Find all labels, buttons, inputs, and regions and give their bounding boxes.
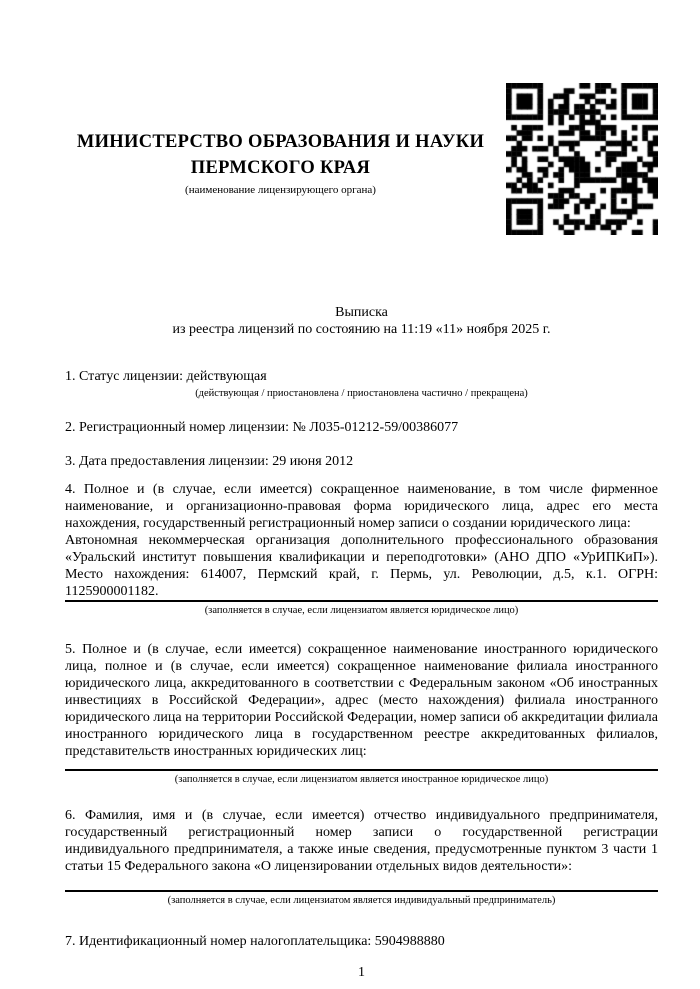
license-status-options-caption: (действующая / приостановлена / приостановлена частично / прекращена) [195, 388, 528, 399]
document-header [65, 0, 658, 235]
foreign-entity-fill-caption: (заполняется в случае, если лицензиатом является иностранное юридическое лицо) [174, 774, 549, 785]
legal-entity-value: Автономная некоммерческая организация дополнительного профессионального образования «Уральский институт повышения квалификации и переподготовки» (АНО ДПО «УрИПКиП»). Место нахождения: 614007, Пермский край, г. Пермь, ул. Революции, д.5, к.1. ОГРН: 1125900001182. [65, 533, 658, 599]
ministry-header [65, 83, 506, 197]
qr-code-canvas [506, 83, 658, 235]
item-registration-number: 2. Регистрационный номер лицензии: № Л035-01212-59/00386077 [65, 420, 459, 435]
fill-in-rule-legal-entity [65, 600, 658, 602]
item-taxpayer-number: 7. Идентификационный номер налогоплательщика: 5904988880 [65, 934, 445, 949]
ministry-name-line1: МИНИСТЕРСТВО ОБРАЗОВАНИЯ И НАУКИ [76, 132, 485, 152]
fill-in-rule-entrepreneur [65, 890, 658, 892]
ministry-name-line2: ПЕРМСКОГО КРАЯ [190, 158, 371, 178]
legal-entity-fill-caption: (заполняется в случае, если лицензиатом является юридическое лицо) [204, 605, 519, 616]
item-grant-date: 3. Дата предоставления лицензии: 29 июня 2012 [65, 454, 354, 469]
qr-code-icon [506, 83, 658, 235]
foreign-entity-statute-text: 5. Полное и (в случае, если имеется) сокращенное наименование иностранного юридического лица, полное и (в случае, если имеется) сокращенное наименование филиала иностранного юридического лица, аккредитованного в соответствии с Федеральным законом «Об иностранных инвестициях в Российской Федерации», адрес (место нахождения) филиала иностранного юридического лица на территории Российской Федерации, номер записи об аккредитации филиала иностранного юридического лица в государственном реестре аккредитованных филиалов, представительств иностранных юридических лиц: [65, 642, 658, 759]
fill-in-rule-foreign-entity [65, 769, 658, 771]
item-foreign-entity [65, 641, 658, 786]
document-subtitle: из реестра лицензий по состоянию на 11:19 «11» ноября 2025 г. [172, 322, 551, 337]
item-individual-entrepreneur [65, 807, 658, 907]
entrepreneur-fill-caption: (заполняется в случае, если лицензиатом является индивидуальный предприниматель) [167, 895, 556, 906]
legal-entity-statute-text: 4. Полное и (в случае, если имеется) сокращенное наименование, в том числе фирменное наименование, и организационно-правовая форма юридического лица, адрес его места нахождения, государственный регистрационный номер записи о создании юридического лица: [65, 482, 658, 531]
entrepreneur-statute-text: 6. Фамилия, имя и (в случае, если имеется) отчество индивидуального предпринимателя, государственный регистрационный номер записи о государственной регистрации индивидуального предпринимателя, а также иные сведения, предусмотренные пунктом 3 части 1 статьи 15 Федерального закона «О лицензировании отдельных видов деятельности»: [65, 808, 658, 874]
item-license-status: 1. Статус лицензии: действующая [65, 369, 267, 384]
page-number: 1 [358, 965, 365, 980]
licensing-authority-caption: (наименование лицензирующего органа) [185, 184, 376, 196]
document-title-block [65, 304, 658, 338]
document-title: Выписка [335, 305, 388, 320]
item-legal-entity [65, 481, 658, 617]
